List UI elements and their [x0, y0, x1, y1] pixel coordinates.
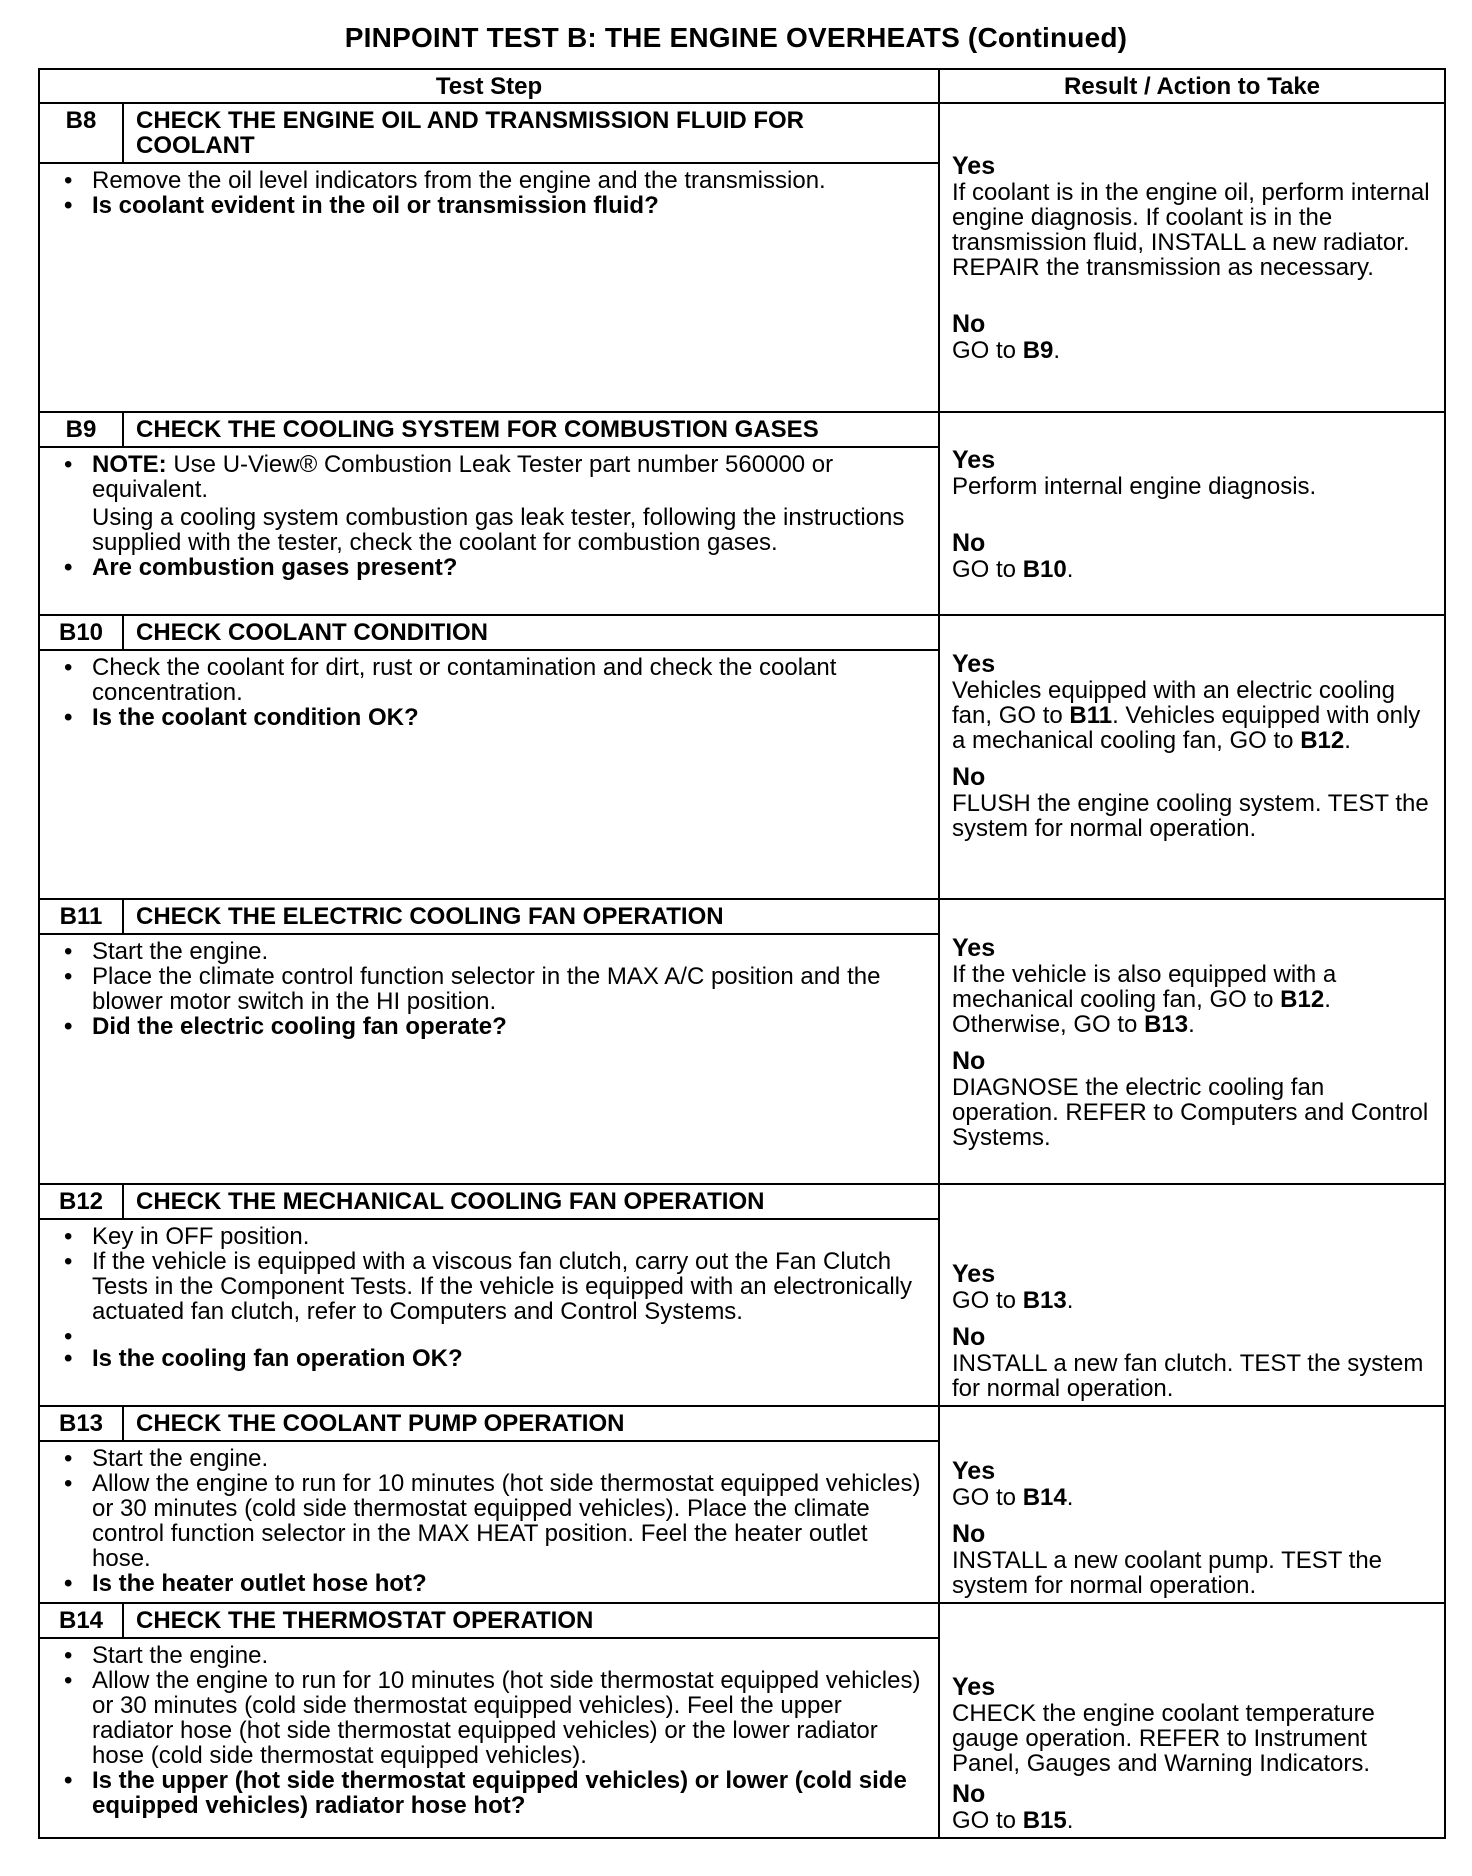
step-b9-body	[39, 447, 939, 615]
no-label: No	[952, 310, 986, 338]
step-id: B14	[39, 1603, 123, 1638]
step-id: B10	[39, 615, 123, 650]
step-b14-result	[939, 1603, 1445, 1838]
step-title: CHECK THE THERMOSTAT OPERATION	[123, 1603, 939, 1638]
step-b8-title-row	[39, 103, 1445, 163]
step-b8-body	[39, 163, 939, 412]
step-title: CHECK THE MECHANICAL COOLING FAN OPERATION	[123, 1184, 939, 1219]
step-question: • Are combustion gases present?	[92, 555, 926, 580]
step-b13-body	[39, 1441, 939, 1603]
step-id: B8	[39, 103, 123, 163]
bullet-item: • NOTE: Use U-View® Combustion Leak Tester part number 560000 or equivalent. Using a cooling system combustion gas leak tester, following the instructions supplied with the tester, check the coolant for combustion gases.	[92, 452, 926, 555]
bullet-item: • Place the climate control function selector in the MAX A/C position and the blower motor switch in the HI position.	[92, 964, 926, 1014]
yes-label: Yes	[952, 650, 996, 678]
yes-text: If the vehicle is also equipped with a mechanical cooling fan, GO to B12. Otherwise, GO to B13.	[952, 961, 1337, 1038]
yes-label: Yes	[952, 1673, 996, 1701]
step-question: • Is coolant evident in the oil or transmission fluid?	[92, 193, 926, 218]
step-title: CHECK COOLANT CONDITION	[123, 615, 939, 650]
no-text: DIAGNOSE the electric cooling fan operation. REFER to Computers and Control Systems.	[952, 1074, 1429, 1151]
no-label: No	[952, 528, 986, 557]
bullet-item: • Key in OFF position.	[92, 1224, 926, 1249]
step-question: • Is the coolant condition OK?	[92, 705, 926, 730]
step-question: • Is the heater outlet hose hot?	[92, 1571, 926, 1596]
step-title: CHECK THE COOLANT PUMP OPERATION	[123, 1406, 939, 1441]
step-b9-result	[939, 412, 1445, 615]
bullet-item: • Start the engine.	[92, 1446, 926, 1471]
no-label: No	[952, 1520, 986, 1548]
note-label: NOTE:	[92, 451, 167, 478]
no-text: GO to B15.	[952, 1807, 1074, 1834]
step-b12-result	[939, 1184, 1445, 1406]
bullet-item: • If the vehicle is equipped with a viscous fan clutch, carry out the Fan Clutch Tests in the Component Tests. If the vehicle is equipped with an electronically actuated fan clutch, refer to Computers and Control Systems.	[92, 1249, 926, 1324]
no-text: INSTALL a new coolant pump. TEST the system for normal operation.	[952, 1547, 1383, 1599]
step-title: CHECK THE COOLING SYSTEM FOR COMBUSTION GASES	[123, 412, 939, 447]
step-b14-body	[39, 1638, 939, 1838]
step-b13-result	[939, 1406, 1445, 1603]
step-b13-title-row	[39, 1406, 1445, 1441]
step-title: CHECK THE ENGINE OIL AND TRANSMISSION FLUID FOR COOLANT	[123, 103, 939, 163]
step-b11-result	[939, 899, 1445, 1184]
step-b10-body	[39, 650, 939, 899]
bullet-item: • Allow the engine to run for 10 minutes (hot side thermostat equipped vehicles) or 30 minutes (cold side thermostat equipped vehicles). Feel the upper radiator hose (hot side thermostat equipped vehicles) or the lower radiator hose (cold side thermostat equipped vehicles).	[92, 1668, 926, 1768]
header-row	[39, 69, 1445, 103]
step-question: • Is the cooling fan operation OK?	[92, 1346, 926, 1371]
no-text: GO to B9.	[952, 337, 1061, 364]
yes-text: GO to B13.	[952, 1287, 1074, 1314]
bullet-item: • Start the engine.	[92, 939, 926, 964]
spacer	[92, 1324, 926, 1346]
step-id: B12	[39, 1184, 123, 1219]
step-question: • Is the upper (hot side thermostat equipped vehicles) or lower (cold side equipped vehicles) radiator hose hot?	[92, 1768, 926, 1818]
step-b10-title-row	[39, 615, 1445, 650]
no-text: FLUSH the engine cooling system. TEST the system for normal operation.	[952, 790, 1429, 842]
yes-label: Yes	[952, 1457, 996, 1485]
step-b11-body	[39, 934, 939, 1184]
step-id: B13	[39, 1406, 123, 1441]
yes-text: CHECK the engine coolant temperature gauge operation. REFER to Instrument Panel, Gauges and Warning Indicators.	[952, 1700, 1375, 1777]
no-text: INSTALL a new fan clutch. TEST the system for normal operation.	[952, 1350, 1424, 1402]
step-b14-title-row	[39, 1603, 1445, 1638]
yes-text: If coolant is in the engine oil, perform internal engine diagnosis. If coolant is in the transmission fluid, INSTALL a new radiator. REPAIR the transmission as necessary.	[952, 179, 1430, 281]
no-text: GO to B10.	[952, 555, 1074, 583]
step-b12-body	[39, 1219, 939, 1406]
yes-text: GO to B14.	[952, 1484, 1074, 1511]
column-header-result: Result / Action to Take	[939, 69, 1445, 103]
yes-label: Yes	[952, 934, 996, 962]
step-question: • Did the electric cooling fan operate?	[92, 1014, 926, 1039]
no-label: No	[952, 1780, 986, 1808]
bullet-item: • Remove the oil level indicators from the engine and the transmission.	[92, 168, 926, 193]
step-b9-title-row	[39, 412, 1445, 447]
step-title: CHECK THE ELECTRIC COOLING FAN OPERATION	[123, 899, 939, 934]
step-b10-result	[939, 615, 1445, 899]
bullet-item: • Start the engine.	[92, 1643, 926, 1668]
no-label: No	[952, 1047, 986, 1075]
step-b11-title-row	[39, 899, 1445, 934]
yes-label: Yes	[952, 152, 996, 180]
no-label: No	[952, 763, 986, 791]
step-id: B9	[39, 412, 123, 447]
bullet-item: • Check the coolant for dirt, rust or contamination and check the coolant concentration.	[92, 655, 926, 705]
step-b8-result	[939, 103, 1445, 412]
yes-label: Yes	[952, 445, 996, 474]
yes-label: Yes	[952, 1260, 996, 1288]
pinpoint-test-table	[38, 68, 1446, 1839]
yes-text: Perform internal engine diagnosis.	[952, 472, 1317, 500]
bullet-item: • Allow the engine to run for 10 minutes (hot side thermostat equipped vehicles) or 30 minutes (cold side thermostat equipped vehicles). Place the climate control function selector in the MAX HEAT position. Feel the heater outlet hose.	[92, 1471, 926, 1571]
page-title: PINPOINT TEST B: THE ENGINE OVERHEATS (Continued)	[344, 22, 1128, 53]
step-id: B11	[39, 899, 123, 934]
column-header-test-step: Test Step	[39, 69, 939, 103]
step-b12-title-row	[39, 1184, 1445, 1219]
step-continuation: Using a cooling system combustion gas leak tester, following the instructions supplied with the tester, check the coolant for combustion gases.	[92, 504, 905, 556]
yes-text: Vehicles equipped with an electric cooling fan, GO to B11. Vehicles equipped with only a mechanical cooling fan, GO to B12.	[952, 677, 1421, 754]
no-label: No	[952, 1323, 986, 1351]
